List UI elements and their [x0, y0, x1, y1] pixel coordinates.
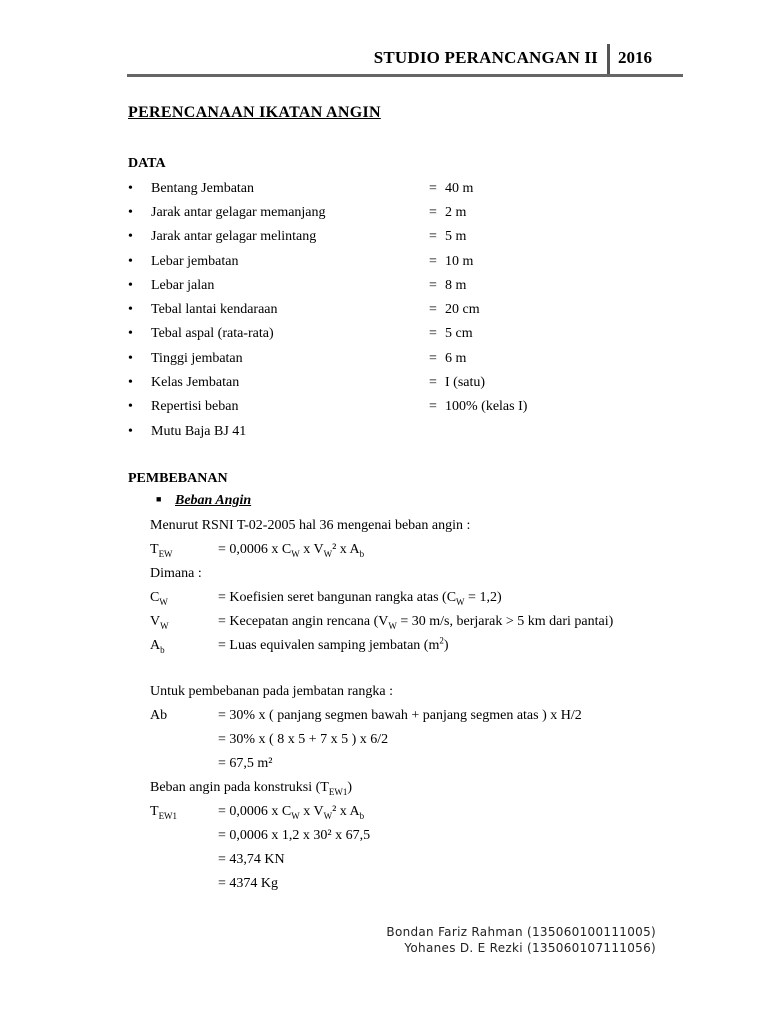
section-title: PERENCANAAN IKATAN ANGIN: [128, 104, 381, 121]
sub-section-title: Beban Angin: [175, 493, 252, 508]
ab-calc-line: = 67,5 m²: [218, 756, 273, 771]
formula-symbol: $T_{EW}$: [150, 542, 173, 559]
bullet-icon: •: [128, 205, 133, 220]
data-equals: =: [429, 229, 437, 244]
bullet-icon: •: [128, 254, 133, 269]
square-bullet-icon: ■: [156, 494, 162, 504]
bullet-icon: •: [128, 399, 133, 414]
def-text-vw: = Kecepatan angin rencana ($V_W = 30$ m/s, berjarak > 5 km dari pantai): [218, 614, 614, 631]
tew1-calc-line: = 4374 Kg: [218, 876, 279, 891]
data-value: 2 m: [445, 205, 467, 220]
data-value: 8 m: [445, 278, 467, 293]
data-heading: DATA: [128, 156, 166, 171]
intro-text: Menurut RSNI T-02-2005 hal 36 mengenai beban angin :: [150, 518, 471, 533]
footer-author-1: Bondan Fariz Rahman (135060100111005): [386, 925, 656, 939]
header-divider: [607, 44, 610, 77]
header-title: STUDIO PERANCANGAN II: [373, 48, 598, 67]
data-label: Kelas Jembatan: [151, 375, 240, 390]
bullet-icon: •: [128, 424, 133, 439]
data-value: 20 cm: [445, 302, 480, 317]
formula-expression: = 0,0006 x $C_W$ x $V_W^2$ x $A_b$: [218, 542, 365, 559]
data-value: 100% (kelas I): [445, 399, 528, 414]
bullet-icon: •: [128, 326, 133, 341]
header-year: 2016: [618, 48, 652, 67]
dimana-text: Dimana :: [150, 566, 202, 581]
data-equals: =: [429, 326, 437, 341]
data-value: I (satu): [445, 375, 486, 390]
tew1-calc-line: = 0,0006 x $C_W$ x $V_W^2$ x $A_b$: [218, 804, 365, 821]
def-symbol-ab: $A_b$: [150, 638, 165, 655]
bullet-icon: •: [128, 351, 133, 366]
data-label: Bentang Jembatan: [151, 181, 255, 196]
data-value: 5 m: [445, 229, 467, 244]
data-equals: =: [429, 205, 437, 220]
tew1-calc-line: = 43,74 KN: [218, 852, 285, 867]
bullet-icon: •: [128, 375, 133, 390]
data-label: Tebal lantai kendaraan: [151, 302, 278, 317]
data-equals: =: [429, 278, 437, 293]
def-text-ab: = Luas equivalen samping jembatan $(m^2)$: [218, 635, 449, 653]
header-rule: [127, 74, 683, 77]
data-label: Tebal aspal (rata-rata): [151, 326, 274, 341]
tew1-calc-line: = 0,0006 x 1,2 x 30² x 67,5: [218, 828, 371, 843]
data-equals: =: [429, 351, 437, 366]
data-equals: =: [429, 254, 437, 269]
data-label: Tinggi jembatan: [151, 351, 243, 366]
data-label: Lebar jalan: [151, 278, 215, 293]
ab-symbol: Ab: [150, 708, 168, 723]
tew1-symbol: $T_{EW1}$: [150, 804, 178, 821]
data-value: 10 m: [445, 254, 474, 269]
data-value: 5 cm: [445, 326, 473, 341]
data-label: Lebar jembatan: [151, 254, 239, 269]
data-label: Jarak antar gelagar melintang: [151, 229, 317, 244]
def-text-cw: = Koefisien seret bangunan rangka atas $(C_W = 1,2)$: [218, 590, 502, 607]
def-symbol-vw: $V_W$: [150, 614, 169, 631]
data-equals: =: [429, 302, 437, 317]
data-label: Mutu Baja BJ 41: [151, 424, 247, 439]
ab-calc-line: = 30% x ( 8 x 5 + 7 x 5 ) x 6/2: [218, 732, 389, 747]
data-equals: =: [429, 181, 437, 196]
data-label: Jarak antar gelagar memanjang: [151, 205, 326, 220]
bullet-icon: •: [128, 302, 133, 317]
ab-calc-line: = 30% x ( panjang segmen bawah + panjang segmen atas ) x H/2: [218, 708, 582, 723]
bullet-icon: •: [128, 278, 133, 293]
bullet-icon: •: [128, 181, 133, 196]
def-symbol-cw: $C_W$: [150, 590, 168, 607]
bullet-icon: •: [128, 229, 133, 244]
pembebanan-heading: PEMBEBANAN: [128, 471, 228, 486]
data-value: 6 m: [445, 351, 467, 366]
data-label: Repertisi beban: [151, 399, 239, 414]
data-equals: =: [429, 399, 437, 414]
data-equals: =: [429, 375, 437, 390]
data-value: 40 m: [445, 181, 474, 196]
rangka-heading: Untuk pembebanan pada jembatan rangka :: [150, 684, 393, 699]
footer-author-2: Yohanes D. E Rezki (135060107111056): [404, 941, 656, 955]
konstruksi-heading: Beban angin pada konstruksi $(T_{EW1})$: [150, 780, 353, 797]
